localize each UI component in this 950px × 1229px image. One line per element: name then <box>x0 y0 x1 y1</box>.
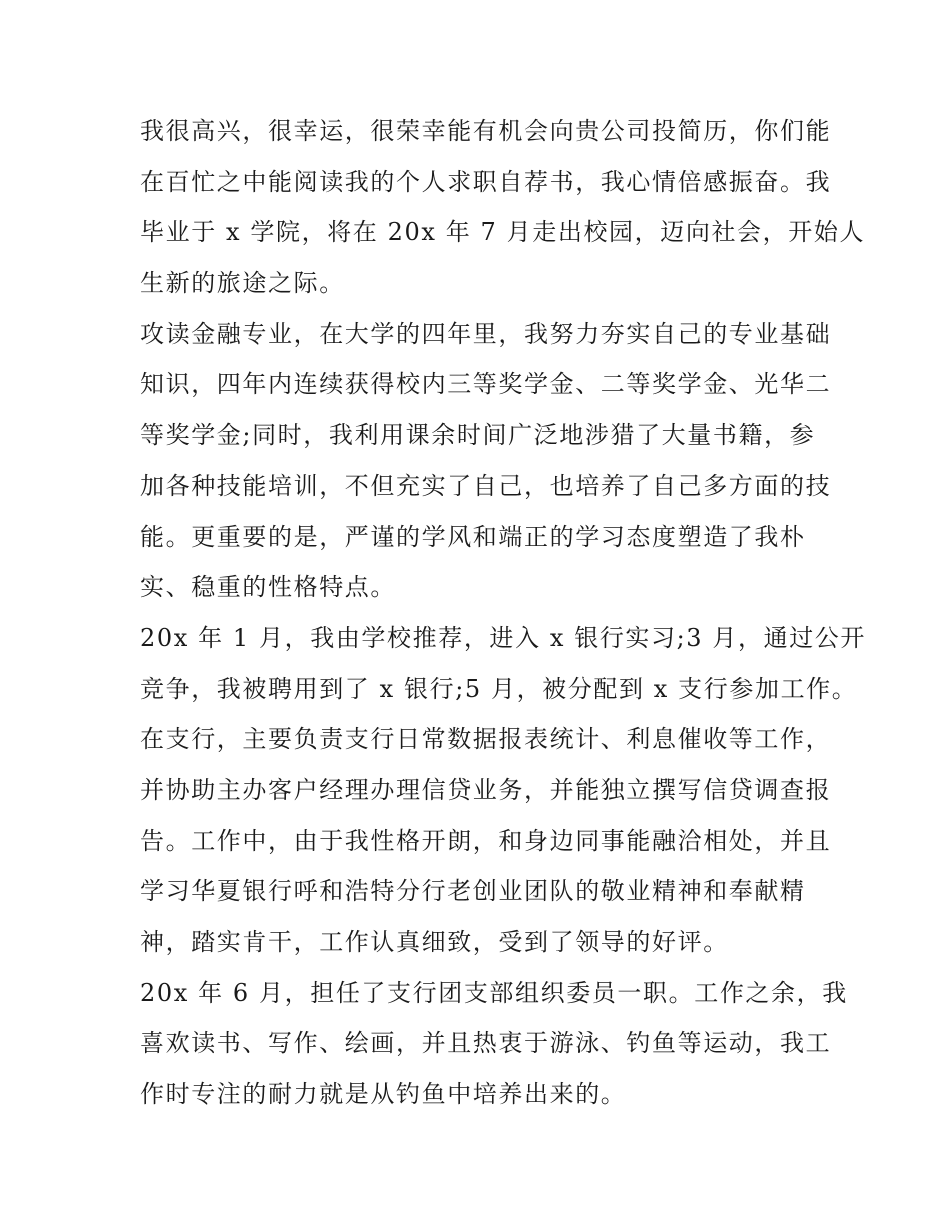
text-line: 加各种技能培训，不但充实了自己，也培养了自己多方面的技 <box>140 471 832 500</box>
text-line: 20x 年 6 月，担任了支行团支部组织委员一职。工作之余，我 <box>140 978 848 1007</box>
text-line: 在百忙之中能阅读我的个人求职自荐书，我心情倍感振奋。我 <box>140 167 832 196</box>
text-line: 毕业于 x 学院，将在 20x 年 7 月走出校园，迈向社会，开始人 <box>140 218 866 247</box>
text-line: 学习华夏银行呼和浩特分行老创业团队的敬业精神和奉献精 <box>140 877 806 906</box>
text-line: 知识，四年内连续获得校内三等奖学金、二等奖学金、光华二 <box>140 370 832 399</box>
text-line: 攻读金融专业，在大学的四年里，我努力夯实自己的专业基础 <box>140 319 832 348</box>
text-line: 20x 年 1 月，我由学校推荐，进入 x 银行实习;3 月，通过公开 <box>140 623 867 652</box>
text-line: 能。更重要的是，严谨的学风和端正的学习态度塑造了我朴 <box>140 522 806 551</box>
text-line: 告。工作中，由于我性格开朗，和身边同事能融洽相处，并且 <box>140 826 832 855</box>
text-line: 等奖学金;同时，我利用课余时间广泛地涉猎了大量书籍，参 <box>140 421 816 450</box>
paragraph-education <box>140 309 830 613</box>
text-line: 生新的旅途之际。 <box>140 269 345 298</box>
text-line: 在支行，主要负责支行日常数据报表统计、利息催收等工作， <box>140 725 832 754</box>
text-line: 并协助主办客户经理办理信贷业务，并能独立撰写信贷调查报 <box>140 775 832 804</box>
text-line: 竞争，我被聘用到了 x 银行;5 月，被分配到 x 支行参加工作。 <box>140 674 858 703</box>
text-line: 喜欢读书、写作、绘画，并且热衷于游泳、钓鱼等运动，我工 <box>140 1029 832 1058</box>
paragraph-hobbies <box>140 968 848 1120</box>
paragraph-work-experience <box>140 613 867 968</box>
text-line: 作时专注的耐力就是从钓鱼中培养出来的。 <box>140 1080 627 1109</box>
paragraph-intro <box>140 106 866 309</box>
document-body <box>140 106 867 1120</box>
text-line: 实、稳重的性格特点。 <box>140 573 396 602</box>
text-line: 神，踏实肯干，工作认真细致，受到了领导的好评。 <box>140 928 729 956</box>
text-line: 我很高兴，很幸运，很荣幸能有机会向贵公司投简历，你们能 <box>140 117 832 145</box>
